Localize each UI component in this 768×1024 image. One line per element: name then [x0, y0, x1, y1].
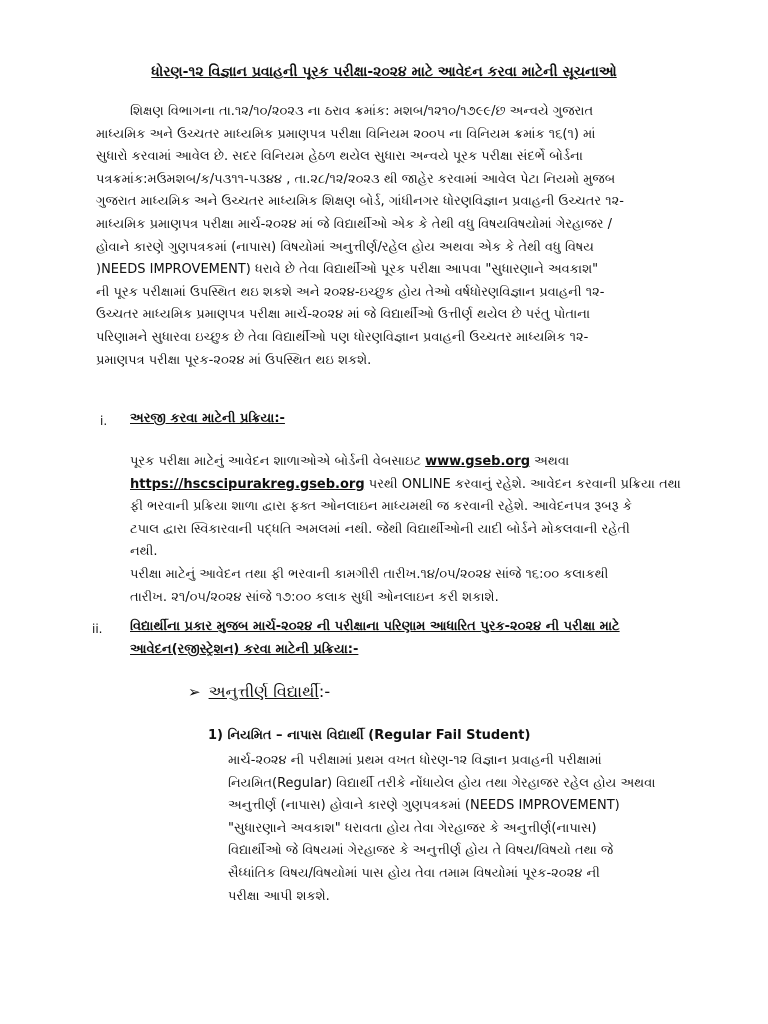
regular-fail-student-heading: 1) નિયમિત – નાપાસ વિદ્યાર્થી (Regular Fail Student)	[208, 728, 531, 743]
intro-line: ની પૂરક પરીક્ષામાં ઉપસ્થિત થઇ શકશે અને ૨૦૨૪-ઇચ્છુક હોય તેઓ વર્ષધોરણવિજ્ઞાન પ્રવાહની ૧૨-	[96, 284, 605, 300]
section-1-line-text: અથવા	[530, 454, 570, 469]
item-1-line: "સુધારણાને અવકાશ" ધરાવતા હોય તેવા ગેરહાજર કે અનુત્તીર્ણ(નાપાસ)	[228, 820, 597, 836]
section-1-line-text: પરથી ONLINE કરવાનું રહેશે. આવેદન કરવાની પ્રક્રિયા તથા	[364, 476, 681, 492]
intro-line: પત્રક્રમાંક:મઉમશબ/ક/૫૩૧૧-૫૩૪૪ , તા.૨૮/૧૨/૨૦૨૩ થી જાહેર કરવામાં આવેલ પેટા નિયમો મુજબ	[96, 171, 616, 187]
section-1-line	[130, 474, 682, 497]
subheading-suffix: :-	[318, 682, 331, 701]
section-1-heading: અરજી કરવા માટેની પ્રક્રિયા:-	[130, 411, 285, 426]
intro-line: હોવાને કારણે ગુણપત્રકમાં (નાપાસ) વિષયોમાં અનુત્તીર્ણ/રહેલ હોય અથવા એક કે તેથી વધુ વિષય	[96, 239, 594, 255]
section-2-heading-line-2: આવેદન(રજીસ્ટ્રેશન) કરવા માટેની પ્રક્રિયા:-	[130, 642, 359, 657]
section-1-line: પરીક્ષા માટેનું આવેદન તથા ફી ભરવાની કામગીરી તારીખ.૧૪/૦૫/૨૦૨૪ સાંજે ૧૬:૦૦ કલાકથી	[130, 566, 609, 582]
intro-line: શિક્ષણ વિભાગના તા.૧૨/૧૦/૨૦૨૩ ના ઠરાવ ક્રમાંક: મશબ/૧૨૧૦/૧૭૯૯/છ અન્વયે ગુજરાત	[130, 104, 594, 119]
document-title: ધોરણ-૧૨ વિજ્ઞાન પ્રવાહની પૂરક પરીક્ષા-૨૦૨૪ માટે આવેદન કરવા માટેની સૂચનાઓ	[151, 64, 617, 80]
intro-line: માધ્યમિક અને ઉચ્ચતર માધ્યમિક પ્રમાણપત્ર પરીક્ષા વિનિયમ ૨૦૦૫ ના વિનિયમ ક્રમાંક ૧૬(૧) માં	[96, 126, 596, 142]
section-1-line: ફી ભરવાની પ્રક્રિયા શાળા દ્વારા ફક્ત ઓનલાઇન માધ્યમથી જ કરવાની રહેશે. આવેદનપત્ર રૂબરૂ કે	[130, 499, 632, 515]
section-1-line	[130, 451, 682, 474]
section-1-line: ટપાલ દ્વારા સ્વિકારવાની પદ્ધતિ અમલમાં નથી. જેથી વિદ્યાર્થીઓની યાદી બોર્ડને મોકલવાની રહેતી	[130, 521, 630, 537]
regular-fail-student-body	[228, 750, 682, 908]
section-1-line-text: પૂરક પરીક્ષા માટેનું આવેદન શાળાઓએ બોર્ડની વેબસાઇટ	[130, 454, 426, 469]
section-2-marker: ii.	[92, 622, 103, 636]
intro-line: માધ્યમિક પ્રમાણપત્ર પરીક્ષા માર્ચ-૨૦૨૪ માં જે વિદ્યાર્થીઓ એક કે તેથી વધુ વિષયવિષયોમાં ગેરહાજર /	[96, 216, 612, 232]
item-1-line: વિદ્યાર્થીઓ જે વિષયમાં ગેરહાજર કે અનુત્તીર્ણ હોય તે વિષય/વિષયો તથા જે	[228, 843, 614, 859]
item-1-line: અનુત્તીર્ણ (નાપાસ) હોવાને કારણે ગુણપત્રકમાં (NEEDS IMPROVEMENT)	[228, 798, 620, 814]
intro-line: સુધારો કરવામાં આવેલ છે. સદર વિનિયમ હેઠળ થયેલ સુધારા અન્વયે પૂરક પરીક્ષા સંદર્ભે બોર્ડના	[96, 149, 583, 165]
section-1-line: નથી.	[130, 544, 158, 560]
gseb-website-link[interactable]: www.gseb.org	[425, 454, 531, 469]
item-1-line: માર્ચ-૨૦૨૪ ની પરીક્ષામાં પ્રથમ વખત ધોરણ-૧૨ વિજ્ઞાન પ્રવાહની પરીક્ષામાં	[228, 753, 602, 768]
section-1-body	[130, 451, 682, 609]
section-1-line: તારીખ. ૨૧/૦૫/૨૦૨૪ સાંજે ૧૭:૦૦ કલાક સુધી ઓનલાઇન કરી શકાશે.	[130, 589, 499, 605]
subheading-text: અનુત્તીર્ણ વિદ્યાર્થી	[208, 682, 319, 701]
purak-registration-link[interactable]: https://hscscipurakreg.gseb.org	[130, 476, 365, 492]
section-1-marker: i.	[100, 414, 108, 428]
item-1-line: સૈધ્ધાંતિક વિષય/વિષયોમાં પાસ હોય તેવા તમામ વિષયોમાં પૂરક-૨૦૨૪ ની	[228, 865, 600, 881]
intro-line: ગુજરાત માધ્યમિક અને ઉચ્ચતર માધ્યમિક શિક્ષણ બોર્ડ, ગાંધીનગર ધોરણવિજ્ઞાન પ્રવાહની ઉચ્ચતર ૧૨-	[96, 194, 624, 210]
intro-paragraph	[96, 101, 682, 372]
intro-line: પરિણામને સુધારવા ઇચ્છુક છે તેવા વિદ્યાર્થીઓ પણ ધોરણવિજ્ઞાન પ્રવાહની ઉચ્ચતર માધ્યમિક ૧૨-	[96, 329, 589, 345]
item-1-line: પરીક્ષા આપી શકશે.	[228, 888, 330, 904]
intro-line: ઉચ્ચતર માધ્યમિક પ્રમાણપત્ર પરીક્ષા માર્ચ-૨૦૨૪ માં જે વિદ્યાર્થીઓ ઉત્તીર્ણ થયેલ છે પરંતુ પોતાના	[96, 307, 591, 323]
section-2-heading-line-1: વિદ્યાર્થીના પ્રકાર મુજબ માર્ચ-૨૦૨૪ ની પરીક્ષાના પરિણામ આધારિત પુરક-૨૦૨૪ ની પરીક્ષા માટે	[130, 619, 620, 634]
arrow-bullet-icon: ➢	[188, 683, 201, 701]
failed-student-subheading	[188, 682, 330, 702]
intro-line: પ્રમાણપત્ર પરીક્ષા પૂરક-૨૦૨૪ માં ઉપસ્થિત થઇ શકશે.	[96, 352, 372, 368]
intro-line: )NEEDS IMPROVEMENT) ધરાવે છે તેવા વિદ્યાર્થીઓ પૂરક પરીક્ષા આપવા "સુધારણાને અવકાશ"	[96, 262, 599, 278]
item-1-line: નિયમિત(Regular) વિદ્યાર્થી તરીકે નોંધાયેલ હોય તથા ગેરહાજર રહેલ હોય અથવા	[228, 775, 656, 791]
